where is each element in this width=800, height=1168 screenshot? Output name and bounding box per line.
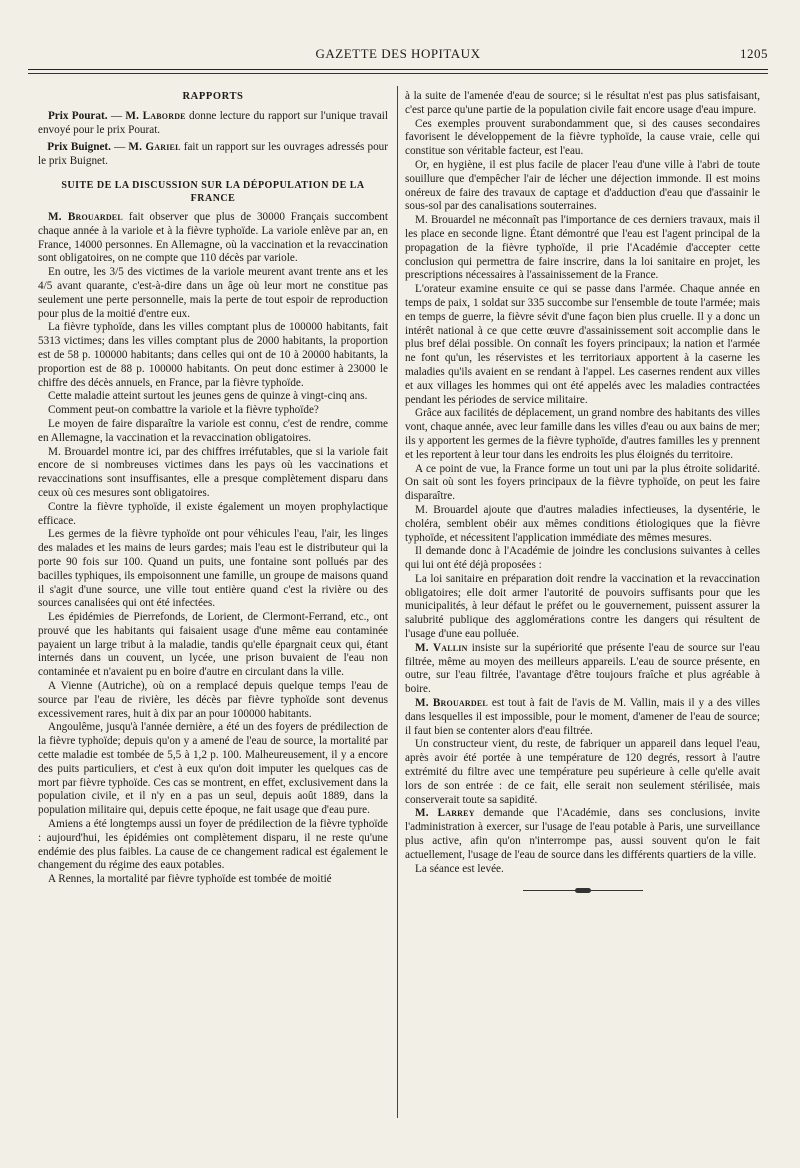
paragraph: M. Brouardel ajoute que d'autres maladies infectieuses, la dysentérie, le choléra, semblent obéir aux mêmes conditions étiologiques que la fièvre typhoïde, et nécessitent l'application immédiate des mêmes mesures. <box>405 503 760 544</box>
page-header <box>28 44 768 66</box>
paragraph: A Vienne (Autriche), où on a remplacé depuis quelque temps l'eau de source par l'eau de rivière, les décès par fièvre typhoïde sont devenus excessivement rares, huit à dix par an pour 100000 habitants. <box>38 680 388 720</box>
paragraph: A ce point de vue, la France forme un tout uni par la plus étroite solidarité. On sait où sont les foyers principaux de la fièvre typhoïde, on peut les faire disparaître. <box>405 462 760 503</box>
paragraph <box>38 211 388 266</box>
paragraph: La loi sanitaire en préparation doit rendre la vaccination et la revaccination obligatoires; elle doit armer l'autorité de pouvoirs suffisants pour que les municipalités, à leur défaut le préfet ou le gouvernement, puissent assurer la salubrité publique des agglomérations contre les dangers qui résultent de l'usage d'une eau polluée. <box>405 572 760 641</box>
closing-line: La séance est levée. <box>415 862 504 875</box>
journal-title: GAZETTE DES HOPITAUX <box>315 46 481 61</box>
paragraph: Les épidémies de Pierrefonds, de Lorient, de Clermont-Ferrand, etc., ont prouvé que les habitants qui faisaient usage d'une même eau contaminée payaient un large tribut à la maladie, tandis qu'elle épargnait ceux qui, étant internés dans un couvent, un lycée, une prison buvaient de l'eau non contaminée et n'avaient pu en boire d'autre en circulant dans la ville. <box>38 611 388 679</box>
header-rule-thick <box>28 69 768 70</box>
paragraph: A Rennes, la mortalité par fièvre typhoïde est tombée de moitié <box>48 873 332 886</box>
section-title: RAPPORTS <box>182 91 244 102</box>
right-column <box>405 90 760 894</box>
paragraph: Le moyen de faire disparaître la variole est connu, c'est de rendre, comme en Allemagne, la vaccination et la revaccination obligatoires. <box>38 417 388 444</box>
paragraph: Contre la fièvre typhoïde, il existe également un moyen prophylactique efficace. <box>38 500 388 527</box>
paragraph: Amiens a été longtemps aussi un foyer de prédilection de la fièvre typhoïde : aujourd'hui, les épidémies ont complètement disparu, il ne reste qu'une endémie des plus faibles. La cause de ce changement radical est également le changement du régime des eaux potables. <box>38 818 388 872</box>
paragraph <box>405 697 760 738</box>
subsection-title: SUITE DE LA DISCUSSION SUR LA DÉPOPULATION DE LA FRANCE <box>61 179 365 204</box>
speaker-name: M. Brouardel <box>415 697 488 710</box>
speaker-name: M. Laborde <box>125 109 186 122</box>
left-column <box>38 90 388 887</box>
paragraph <box>405 642 760 697</box>
paragraph: Un constructeur vient, du reste, de fabriquer un appareil dans lequel l'eau, après avoir été portée à une température de 120 degrés, ressort à l'autre extrémité du filtre avec une température peu supérieure à celle qu'elle avait lors de son entrée : de ce fait, elle serait non seulement stérilisée, mais conserverait toute sa sapidité. <box>405 738 760 806</box>
paragraph: Il demande donc à l'Académie de joindre les conclusions suivantes à celles qui lui ont été déjà proposées : <box>405 545 760 572</box>
paragraph-text: donne lecture du rapport sur l'unique travail envoyé pour le prix Pourat. <box>38 109 389 136</box>
paragraph: L'orateur examine ensuite ce qui se passe dans l'armée. Chaque année en temps de paix, 1 soldat sur 335 succombe sur l'ensemble de toute l'armée; mais en temps de guerre, la fièvre sévit d'une façon bien plus cruelle. Il y a donc un intérêt national à ce que cette œuvre d'assainissement soit accomplie dans le plus bref délai possible. On connaît les foyers principaux; la nation et l'armée ne font qu'un, les réservistes et les territoriaux apportent à la caserne les maladies qu'ils avaient en se rendant à l'appel. Les casernes rendent aux villes et aux villages les hommes qui ont été appelés avec les maladies contractées pendant les périodes de service militaire. <box>405 283 760 406</box>
speaker-name: M. Vallin <box>415 641 468 654</box>
paragraph: Ces exemples prouvent surabondamment que, si des causes secondaires favorisent le développement de la fièvre typhoïde, la cause vraie, celle qui constitue son véritable facteur, est l'eau. <box>405 117 760 158</box>
paragraph-text: insiste sur la supériorité que présente l'eau de source sur l'eau filtrée, même au moyen des meilleurs appareils. L'eau de source présente, en outre, sur l'eau filtrée, l'avantage d'être toujours fraîche et plus agréable à boire. <box>405 641 761 696</box>
header-rule-thin <box>28 73 768 74</box>
dash: — <box>110 141 129 154</box>
paragraph: M. Brouardel montre ici, par des chiffres irréfutables, que si la variole fait encore de si nombreuses victimes dans les pays où les vaccinations et revaccinations sont insuffisantes, elle a presque complètement disparu dans ceux où ces mesures sont obligatoires. <box>38 445 388 499</box>
paragraph-prix-buignet <box>38 141 388 169</box>
column-divider <box>397 86 398 1118</box>
paragraph: Cette maladie atteint surtout les jeunes gens de quinze à vingt-cinq ans. <box>48 390 368 403</box>
page-number: 1205 <box>740 46 768 61</box>
speaker-name: M. Gariel <box>128 141 181 154</box>
prize-label: Prix Buignet. <box>47 141 111 154</box>
paragraph-text: est tout à fait de l'avis de M. Vallin, mais il y a des villes dans lesquelles il est impossible, pour le moment, d'amener de l'eau de source; il faut bien se contenter alors d'eau filtrée. <box>405 697 760 737</box>
paragraph: Grâce aux facilités de déplacement, un grand nombre des habitants des villes vont, chaque année, avec leur famille dans les villes d'eau ou aux bains de mer; ils y apportent les germes de la fièvre typhoïde, d'autres familles les y prennent et les reportent à leur tour dans les endroits les plus éloignés du territoire. <box>405 407 760 461</box>
speaker-name: M. Larrey <box>415 807 475 820</box>
paragraph: à la suite de l'amenée d'eau de source; si le résultat n'est pas plus satisfaisant, c'est parce qu'une partie de la population civile fait encore usage d'eau impure. <box>405 90 760 116</box>
paragraph: Les germes de la fièvre typhoïde ont pour véhicules l'eau, l'air, les linges des malades et les mains de leurs gardes; mais l'eau est le distributeur qui la porte 90 fois sur 100. Quand un puits, une fontaine sont pollués par des bacilles typhiques, ils empoisonnent une famille, un groupe de maisons quand il s'agit d'une source, une ville tout entière quand c'est la rivière ou des sources canalisées qui ont été infectées. <box>38 528 388 610</box>
speaker-name: M. Brouardel <box>48 210 123 223</box>
paragraph <box>405 807 760 862</box>
end-ornament <box>523 888 643 894</box>
paragraph: Angoulême, jusqu'à l'année dernière, a été un des foyers de prédilection de la fièvre typhoïde; depuis qu'on y a amené de l'eau de source, la mortalité par cette maladie est tombée de 5,5 à 1,2 p. 100. Malheureusement, il y a encore des puits particuliers, et c'est à eux qu'on doit imputer les quelques cas de mort par fièvre typhoïde. Ces cas se montrent, en effet, exclusivement dans la population civile, et il n'y en a pas un seul, depuis août 1889, dans la population militaire qui, depuis cette époque, ne fait usage que d'eau pure. <box>38 721 388 817</box>
paragraph-prix-pourat <box>38 110 388 138</box>
paragraph: La fièvre typhoïde, dans les villes comptant plus de 100000 habitants, fait 5313 victimes; dans les villes comptant plus de 2000 habitants, la proportion est de 58 p. 100000 habitants; dans celles qui ont de 10 à 20000 habitants, la proportion est de 88 p. 100000 habitants. On peut donc estimer à 23000 le chiffre des décès annuels, en France, par la fièvre typhoïde. <box>38 321 388 389</box>
paragraph: Or, en hygiène, il est plus facile de placer l'eau d'une ville à l'abri de toute souillure que d'empêcher l'air de lécher une déjection immonde. Il est moins onéreux de faire des travaux de captage et d'adduction d'eau que d'assainir le sous-sol par des canalisations souterraines. <box>405 158 760 213</box>
paragraph-text: fait un rapport sur les ouvrages adressés pour le prix Buignet. <box>38 141 389 168</box>
paragraph-text: demande que l'Académie, dans ses conclusions, invite l'administration à exercer, sur l'usage de l'eau potable à Paris, une surveillance plus active, afin qu'on n'interrompe pas, aussi souvent qu'on le fait actuellement, l'usage de l'eau de source dans les différents quartiers de la ville. <box>405 807 760 861</box>
paragraph: En outre, les 3/5 des victimes de la variole meurent avant trente ans et les 4/5 avant quarante, c'est-à-dire dans un âge où leur mort ne constitue pas seulement une perte personnelle, mais la perte de tout espoir de reproduction pour plus de la moitié d'entre eux. <box>38 266 388 320</box>
dash: — <box>107 109 126 122</box>
paragraph: M. Brouardel ne méconnaît pas l'importance de ces derniers travaux, mais il les place en seconde ligne. Étant démontré que l'eau est l'agent principal de la propagation de la fièvre typhoïde, il prie l'Académie d'accepter cette conclusion qui permettra de faire inscrire, dans la loi sanitaire en projet, les prescriptions nécessaires à l'assainissement de la France. <box>405 214 760 282</box>
prize-label: Prix Pourat. <box>47 109 108 122</box>
paragraph: Comment peut-on combattre la variole et la fièvre typhoïde? <box>48 404 319 417</box>
paragraph-text: fait observer que plus de 30000 Français succombent chaque année à la variole et à la fièvre typhoïde. La variole enlève par an, en France, 14000 personnes. En Allemagne, où la vaccination et la revaccination sont obligatoires, on ne compte que 110 décès par variole. <box>38 210 389 265</box>
